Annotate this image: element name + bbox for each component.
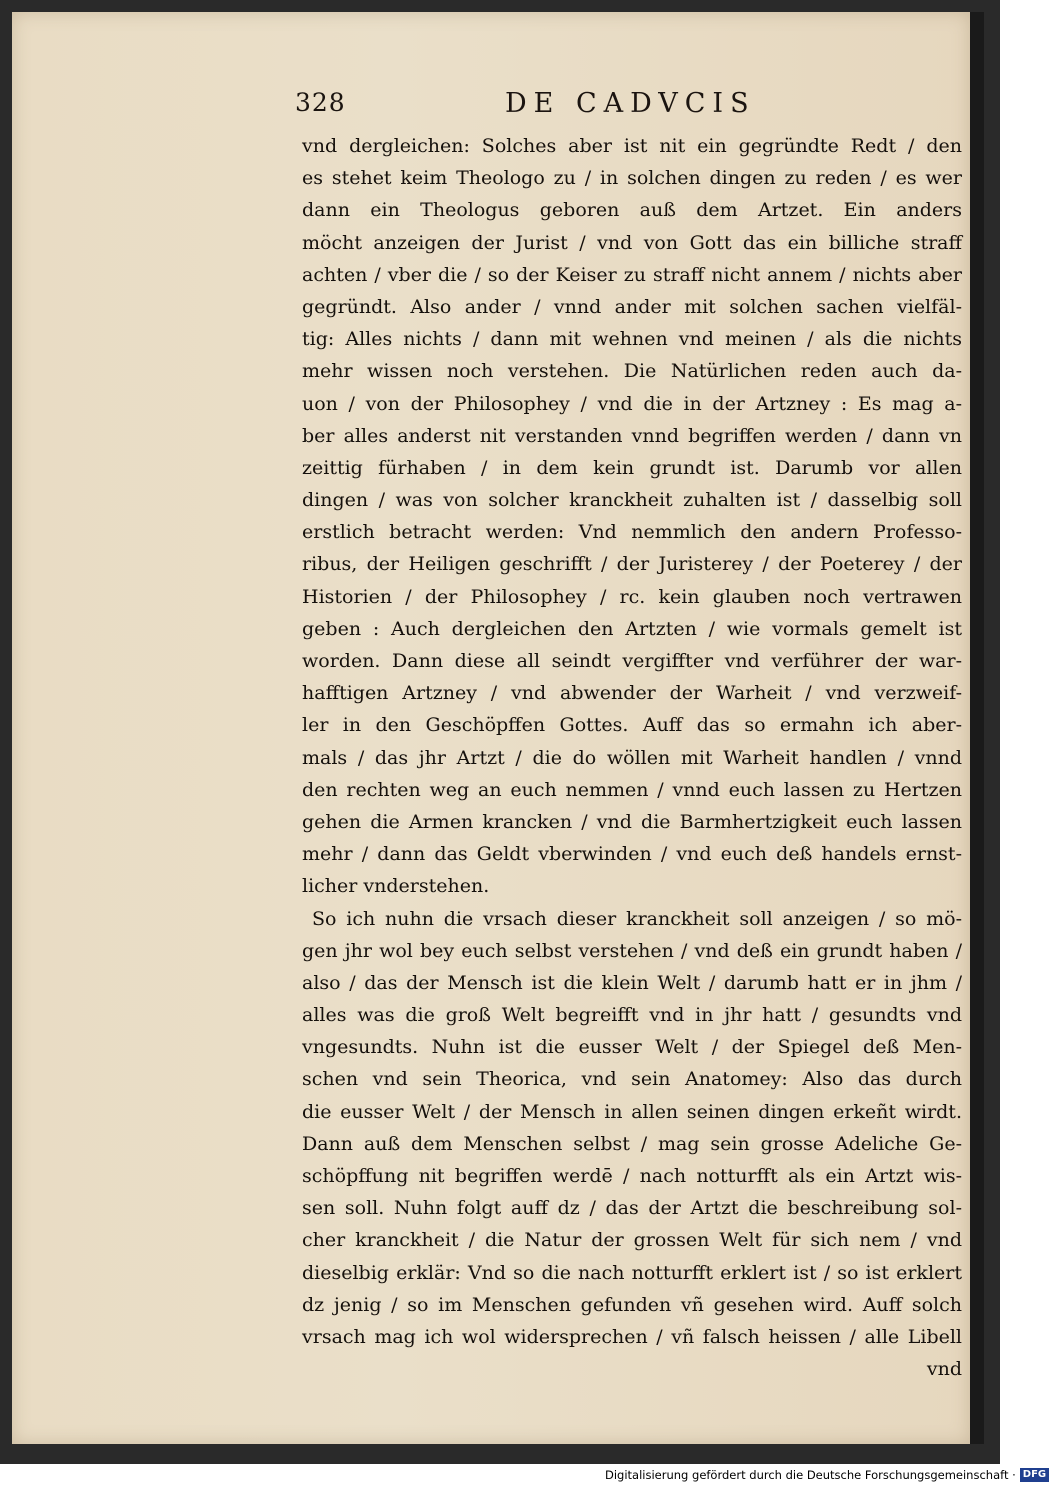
- text-line: dz jenig / so im Menschen gefunden vñ gesehen wird. Auff solch: [302, 1293, 962, 1316]
- page-number: 328: [295, 88, 346, 117]
- text-line: dingen / was von solcher kranckheit zuhalten ist / dasselbig soll: [302, 489, 962, 512]
- text-line: So ich nuhn die vrsach dieser kranckheit soll anzeigen / so mö-: [312, 907, 962, 930]
- credit-text: Digitalisierung gefördert durch die Deutsche Forschungsgemeinschaft ·: [605, 1468, 1016, 1482]
- text-line: den rechten weg an euch nemmen / vnnd euch lassen zu Hertzen: [302, 778, 962, 801]
- text-line: worden. Dann diese all seindt vergiffter vnd verführer der war-: [302, 650, 962, 672]
- text-line: möcht anzeigen der Jurist / vnd von Gott das ein billiche straff: [302, 231, 962, 254]
- text-line: gegründt. Also ander / vnnd ander mit solchen sachen vielfäl-: [302, 295, 962, 318]
- text-line: mals / das jhr Artzt / die do wöllen mit Warheit handlen / vnnd: [302, 746, 962, 769]
- text-line: dieselbig erklär: Vnd so die nach notturfft erklert ist / so ist erklert: [302, 1261, 962, 1284]
- text-line: ber alles anderst nit verstanden vnnd begriffen werden / dann vn: [302, 424, 962, 447]
- text-line: gen jhr wol bey euch selbst verstehen / vnd deß ein grundt haben /: [302, 939, 962, 962]
- text-line: erstlich betracht werden: Vnd nemmlich den andern Professo-: [302, 521, 962, 544]
- text-line: mehr / dann das Geldt vberwinden / vnd euch deß handels ernst-: [302, 843, 962, 866]
- page-edge: [970, 12, 984, 1444]
- page-header: [295, 88, 765, 128]
- text-line: uon / von der Philosophey / vnd die in der Artzney : Es mag a-: [302, 392, 962, 415]
- running-title: DE CADVCIS: [505, 88, 756, 119]
- text-line: vngesundts. Nuhn ist die eusser Welt / der Spiegel deß Men-: [302, 1036, 962, 1059]
- body-text: [302, 130, 962, 1385]
- text-line: Dann auß dem Menschen selbst / mag sein grosse Adeliche Ge-: [302, 1132, 962, 1155]
- text-line: mehr wissen noch verstehen. Die Natürlichen reden auch da-: [302, 360, 962, 383]
- text-line: achten / vber die / so der Keiser zu straff nicht annem / nichts aber: [302, 263, 962, 286]
- text-line: schöpffung nit begriffen werdē / nach notturfft als ein Artzt wis-: [302, 1165, 962, 1187]
- catchword: vnd: [926, 1358, 962, 1381]
- text-line: Historien / der Philosophey / rc. kein glauben noch vertrawen: [302, 585, 962, 608]
- text-line: ribus, der Heiligen geschrifft / der Juristerey / der Poeterey / der: [302, 553, 962, 576]
- text-line: es stehet keim Theologo zu / in solchen dingen zu reden / es wer: [302, 167, 962, 190]
- text-line: die eusser Welt / der Mensch in allen seinen dingen erkeñt wirdt.: [302, 1100, 962, 1123]
- text-line: also / das der Mensch ist die klein Welt / darumb hatt er in jhm /: [302, 971, 962, 994]
- text-line: vrsach mag ich wol widersprechen / vñ falsch heissen / alle Libell: [302, 1325, 962, 1348]
- text-line: dann ein Theologus geboren auß dem Artzet. Ein anders: [302, 199, 962, 222]
- text-line: alles was die groß Welt begreifft vnd in jhr hatt / gesundts vnd: [302, 1004, 962, 1027]
- text-line: licher vnderstehen.: [302, 875, 490, 898]
- text-line: zeittig fürhaben / in dem kein grundt ist. Darumb vor allen: [302, 456, 962, 479]
- text-line: sen soll. Nuhn folgt auff dz / das der Artzt die beschreibung sol-: [302, 1197, 962, 1220]
- text-line: gehen die Armen krancken / vnd die Barmhertzigkeit euch lassen: [302, 810, 962, 833]
- footer-credit: [605, 1466, 1049, 1484]
- dfg-logo-icon: DFG: [1020, 1468, 1049, 1482]
- text-line: geben : Auch dergleichen den Artzten / wie vormals gemelt ist: [302, 617, 962, 640]
- text-line: cher kranckheit / die Natur der grossen Welt für sich nem / vnd: [302, 1229, 962, 1252]
- text-line: hafftigen Artzney / vnd abwender der Warheit / vnd verzweif-: [302, 682, 962, 705]
- text-line: vnd dergleichen: Solches aber ist nit ein gegründte Redt / den: [302, 135, 962, 157]
- text-line: ler in den Geschöpffen Gottes. Auff das so ermahn ich aber-: [302, 714, 962, 737]
- text-line: tig: Alles nichts / dann mit wehnen vnd meinen / als die nichts: [302, 328, 962, 351]
- text-line: schen vnd sein Theorica, vnd sein Anatomey: Also das durch: [302, 1068, 962, 1091]
